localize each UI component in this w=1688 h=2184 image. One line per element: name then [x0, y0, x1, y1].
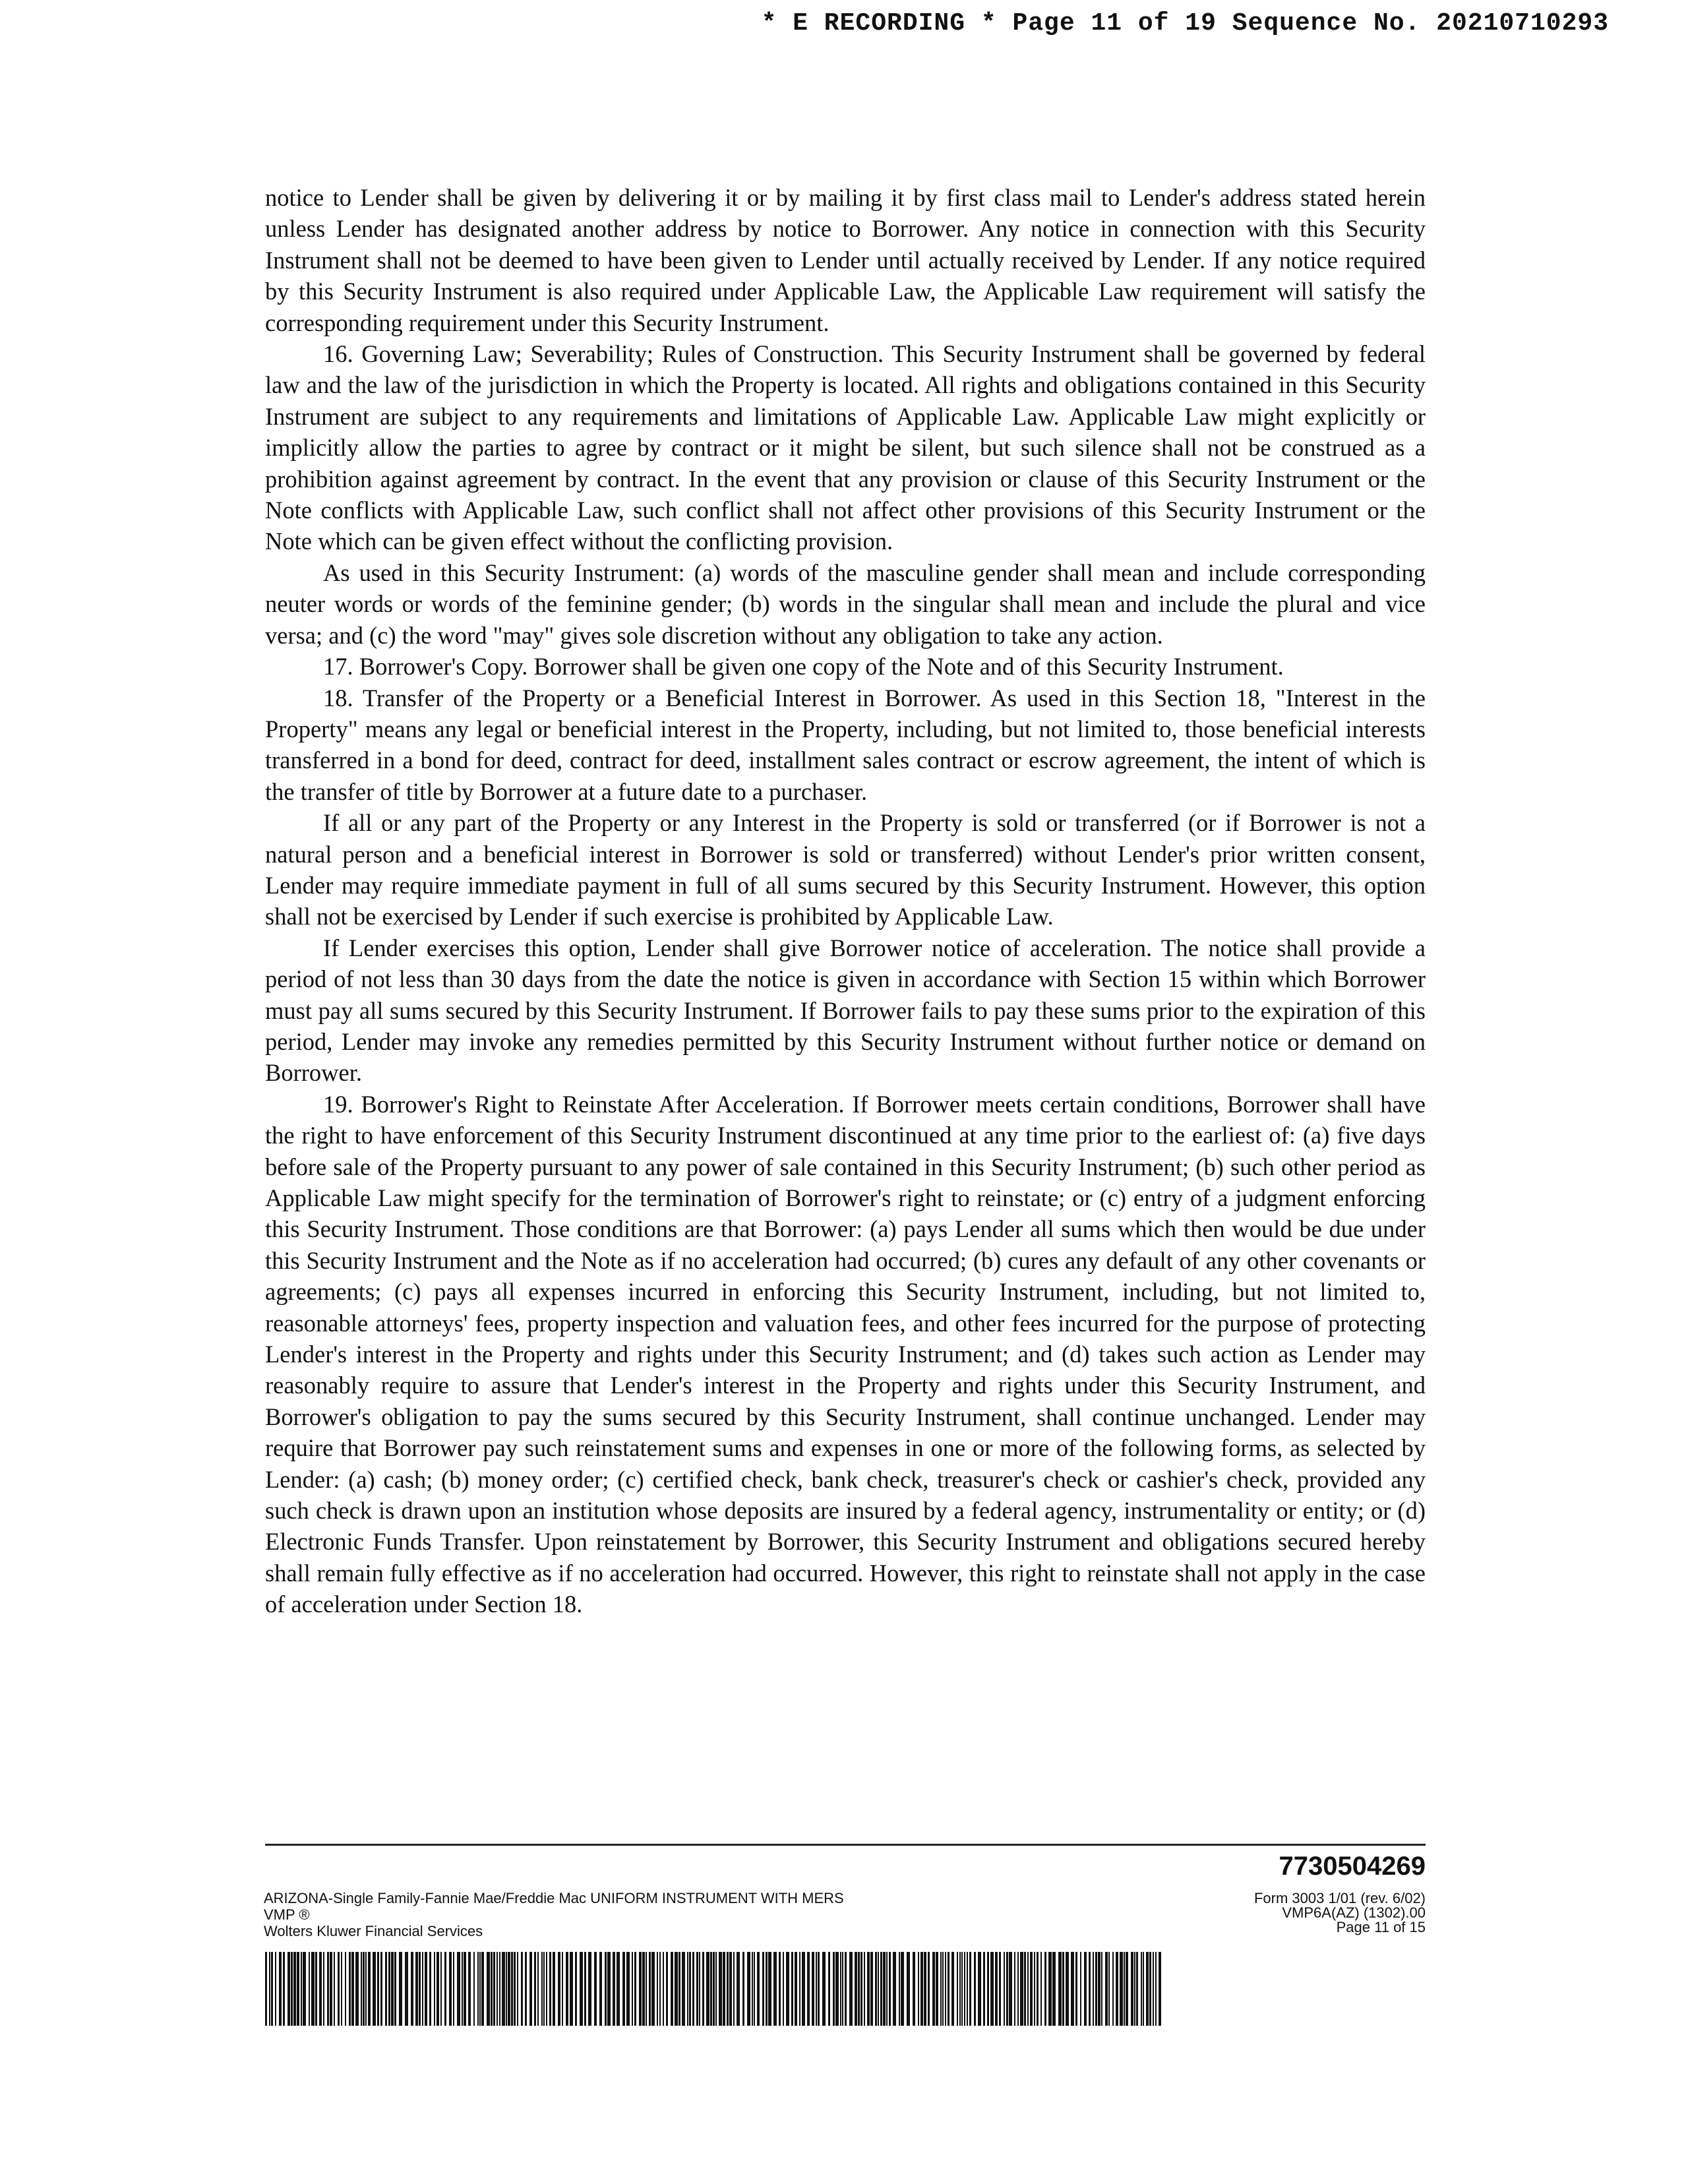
paragraph-section-16-usage: As used in this Security Instrument: (a) words of the masculine gender shall mean and include corresponding neuter words or words of the feminine gender; (b) words in the singular shall mean and include the plural and vice versa; and (c) the word "may" gives sole discretion without any obligation to take any action. — [265, 559, 1426, 649]
paragraph-section-17: 17. Borrower's Copy. Borrower shall be given one copy of the Note and of this Security Instrument. — [323, 653, 1284, 681]
loan-number: 7730504269 — [1279, 1852, 1426, 1881]
form-code: VMP6A(AZ) (1302).00 — [1282, 1904, 1426, 1921]
vmp-mark: VMP ® — [264, 1906, 310, 1923]
barcode — [265, 1952, 1162, 2026]
document-body — [265, 182, 1426, 1620]
paragraph-section-18-acceleration: If Lender exercises this option, Lender shall give Borrower notice of acceleration. The notice shall provide a period of not less than 30 days from the date the notice is given in accordance with Section 15 within which Borrower must pay all sums secured by this Security Instrument. If Borrower fails to pay these sums prior to the expiration of this period, Lender may invoke any remedies permitted by this Security Instrument without further notice or demand on Borrower. — [265, 934, 1426, 1087]
form-title: ARIZONA-Single Family-Fannie Mae/Freddie Mac UNIFORM INSTRUMENT WITH MERS — [264, 1890, 844, 1906]
publisher: Wolters Kluwer Financial Services — [264, 1923, 483, 1939]
recording-stamp: * E RECORDING * Page 11 of 19 Sequence No. 20210710293 — [761, 9, 1609, 38]
paragraph-section-16: 16. Governing Law; Severability; Rules of Construction. This Security Instrument shall be governed by federal law and the law of the jurisdiction in which the Property is located. All rights and obligations contained in this Security Instrument are subject to any requirements and limitations of Applicable Law. Applicable Law might explicitly or implicitly allow the parties to agree by contract or it might be silent, but such silence shall not be construed as a prohibition against agreement by contract. In the event that any provision or clause of this Security Instrument or the Note conflicts with Applicable Law, such conflict shall not affect other provisions of this Security Instrument or the Note which can be given effect without the conflicting provision. — [265, 340, 1426, 555]
footer-divider — [265, 1844, 1426, 1846]
footer-form-info — [264, 1890, 1055, 1939]
paragraph-section-18-transfer: If all or any part of the Property or any Interest in the Property is sold or transferred (or if Borrower is not a natural person and a beneficial interest in Borrower is sold or transferred) without Lender's prior written consent, Lender may require immediate payment in full of all sums secured by this Security Instrument. However, this option shall not be exercised by Lender if such exercise is prohibited by Applicable Law. — [265, 809, 1426, 930]
paragraph-section-18: 18. Transfer of the Property or a Beneficial Interest in Borrower. As used in this Section 18, "Interest in the Property" means any legal or beneficial interest in the Property, including, but not limited to, those beneficial interests transferred in a bond for deed, contract for deed, installment sales contract or escrow agreement, the intent of which is the transfer of title by Borrower at a future date to a purchaser. — [265, 684, 1426, 805]
page-label: Page 11 of 15 — [1336, 1919, 1426, 1935]
form-number: Form 3003 1/01 (rev. 6/02) — [1253, 1890, 1426, 1906]
paragraph-section-19: 19. Borrower's Right to Reinstate After Acceleration. If Borrower meets certain conditions, Borrower shall have the right to have enforcement of this Security Instrument discontinued at any time prior to the earliest of: (a) five days before sale of the Property pursuant to any power of sale contained in this Security Instrument; (b) such other period as Applicable Law might specify for the termination of Borrower's right to reinstate; or (c) entry of a judgment enforcing this Security Instrument. Those conditions are that Borrower: (a) pays Lender all sums which then would be due under this Security Instrument and the Note as if no acceleration had occurred; (b) cures any default of any other covenants or agreements; (c) pays all expenses incurred in enforcing this Security Instrument, including, but not limited to, reasonable attorneys' fees, property inspection and valuation fees, and other fees incurred for the purpose of protecting Lender's interest in the Property and rights under this Security Instrument; and (d) takes such action as Lender may reasonably require to assure that Lender's interest in the Property and rights under this Security Instrument, and Borrower's obligation to pay the sums secured by this Security Instrument, shall continue unchanged. Lender may require that Borrower pay such reinstatement sums and expenses in one or more of the following forms, as selected by Lender: (a) cash; (b) money order; (c) certified check, bank check, treasurer's check or cashier's check, provided any such check is drawn upon an institution whose deposits are insured by a federal agency, instrumentality or entity; or (d) Electronic Funds Transfer. Upon reinstatement by Borrower, this Security Instrument and obligations secured hereby shall remain fully effective as if no acceleration had occurred. However, this right to reinstate shall not apply in the case of acceleration under Section 18. — [265, 1090, 1426, 1618]
footer-form-ids — [1121, 1891, 1426, 1935]
paragraph-notice-continued: notice to Lender shall be given by delivering it or by mailing it by first class mail to Lender's address stated herein unless Lender has designated another address by notice to Borrower. Any notice in connection with this Security Instrument shall not be deemed to have been given to Lender until actually received by Lender. If any notice required by this Security Instrument is also required under Applicable Law, the Applicable Law requirement will satisfy the corresponding requirement under this Security Instrument. — [265, 184, 1426, 336]
